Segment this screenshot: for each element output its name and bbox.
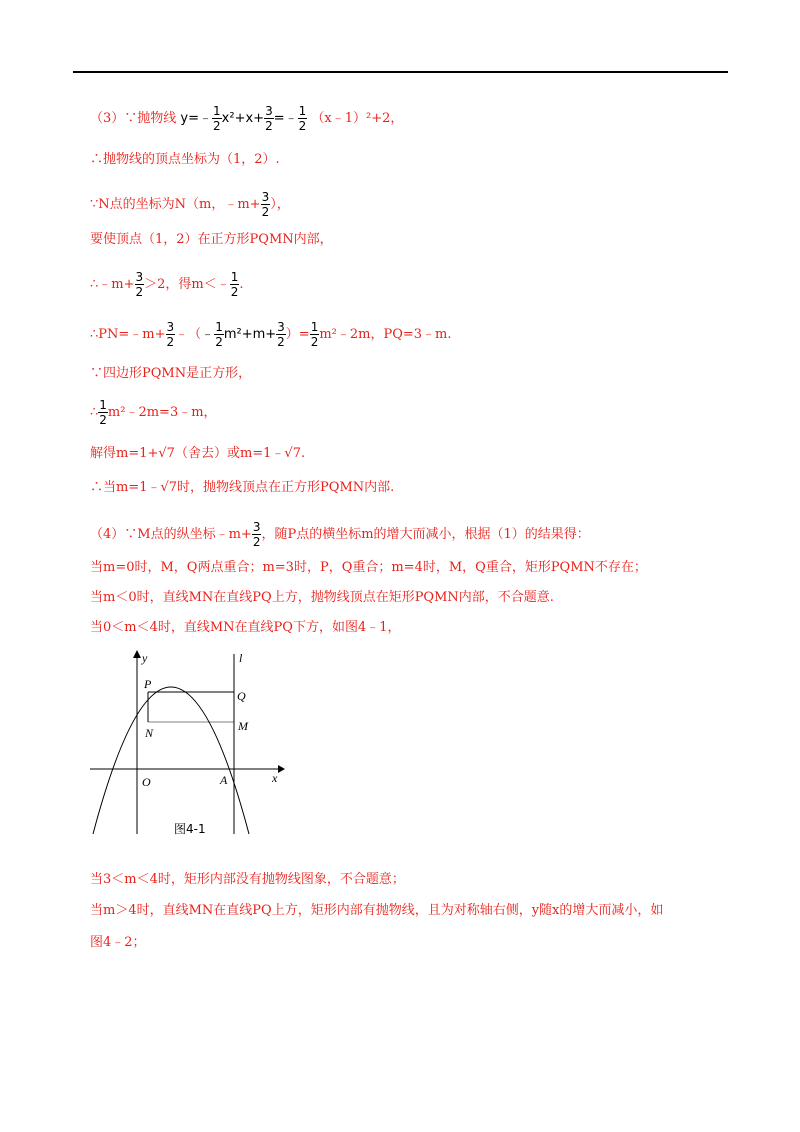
- text: ∵N点的坐标为N（m，﹣m+: [90, 197, 261, 212]
- line-solution: 解得m=1+√7（舍去）或m=1﹣√7.: [90, 446, 306, 461]
- line-n-coordinate: [90, 190, 290, 219]
- fraction: $\frac{3}{2}$: [265, 104, 273, 133]
- line-part4: [90, 520, 590, 549]
- fraction: $\frac{1}{2}$: [310, 320, 319, 349]
- label-n: N: [145, 726, 154, 740]
- label-x: x: [272, 771, 278, 785]
- math-text: y=: [180, 111, 200, 126]
- x-axis-arrow: [278, 765, 285, 773]
- y-axis-arrow: [133, 650, 141, 658]
- math-text: ﹣: [201, 327, 215, 342]
- label-y: y: [142, 651, 148, 665]
- figure-4-1: [88, 648, 288, 838]
- text: ）=: [285, 327, 310, 342]
- text: （4）∵M点的纵坐标﹣m+: [90, 527, 252, 542]
- line-m-between: 当0＜m＜4时，直线MN在直线PQ下方，如图4﹣1，: [90, 620, 401, 635]
- label-q: Q: [237, 689, 246, 703]
- text: ∴PN=﹣m+: [90, 327, 166, 342]
- text: ，随P点的横坐标m的增大而减小，根据（1）的结果得：: [261, 527, 590, 542]
- fraction: $\frac{3}{2}$: [252, 520, 261, 549]
- line-cases: 当m=0时，M，Q两点重合；m=3时，P，Q重合；m=4时，M，Q重合，矩形PQMN不存在；: [90, 560, 647, 575]
- fraction: $\frac{1}{2}$: [230, 270, 239, 299]
- text: m²﹣2m=3﹣m，: [107, 405, 217, 420]
- math-text: x²+x+: [221, 111, 265, 126]
- line-inequality: [90, 270, 244, 299]
- text: （x﹣1）²+2，: [311, 111, 404, 126]
- fraction: $\frac{1}{2}$: [298, 104, 307, 133]
- line-m-greater-4: 当m＞4时，直线MN在直线PQ上方，矩形内部有抛物线，且为对称轴右侧，y随x的增大而减小，如: [90, 903, 664, 918]
- math-text: m²+m+: [223, 327, 277, 342]
- parabola: [93, 687, 249, 834]
- text: .: [239, 277, 244, 292]
- line-m-3-4: 当3＜m＜4时，矩形内部没有抛物线图象，不合题意；: [90, 872, 405, 887]
- label-m: M: [238, 719, 248, 733]
- label-l: l: [239, 651, 243, 665]
- fraction: $\frac{3}{2}$: [166, 320, 175, 349]
- label-a: A: [220, 773, 228, 787]
- text: ∴﹣m+: [90, 277, 135, 292]
- header-rule: [73, 71, 728, 73]
- text: ），: [270, 197, 290, 212]
- line-parabola-equation: [90, 104, 403, 133]
- label-p: P: [144, 677, 152, 691]
- text: m²﹣2m，PQ=3﹣m.: [319, 327, 452, 342]
- label-o: O: [142, 775, 151, 789]
- text: ﹣（: [175, 327, 202, 342]
- math-text: =﹣: [273, 111, 298, 126]
- line-m-negative: 当m＜0时，直线MN在直线PQ上方，抛物线顶点在矩形PQMN内部，不合题意.: [90, 590, 554, 605]
- math-text: ﹣: [199, 111, 213, 126]
- text: ＞2，得m＜﹣: [144, 277, 230, 292]
- fraction: $\frac{1}{2}$: [213, 104, 221, 133]
- therefore: ∴: [90, 405, 99, 420]
- line-pn-pq: [90, 320, 452, 349]
- fraction: $\frac{3}{2}$: [261, 190, 270, 219]
- line-condition: 要使顶点（1，2）在正方形PQMN内部，: [90, 232, 333, 247]
- figure-caption: 图4-1: [174, 822, 206, 836]
- fraction: $\frac{1}{2}$: [215, 320, 223, 349]
- fraction: $\frac{3}{2}$: [135, 270, 144, 299]
- line-equation: [90, 398, 217, 427]
- line-vertex: ∴抛物线的顶点坐标为（1，2）.: [90, 152, 280, 167]
- line-square: ∵四边形PQMN是正方形，: [90, 366, 252, 381]
- line-conclusion: ∴当m=1﹣√7时，抛物线顶点在正方形PQMN内部.: [90, 480, 395, 495]
- fraction: $\frac{3}{2}$: [277, 320, 285, 349]
- text: （3）∵抛物线: [90, 111, 177, 126]
- fraction: $\frac{1}{2}$: [99, 398, 107, 427]
- line-figure-ref: 图4﹣2；: [90, 935, 146, 950]
